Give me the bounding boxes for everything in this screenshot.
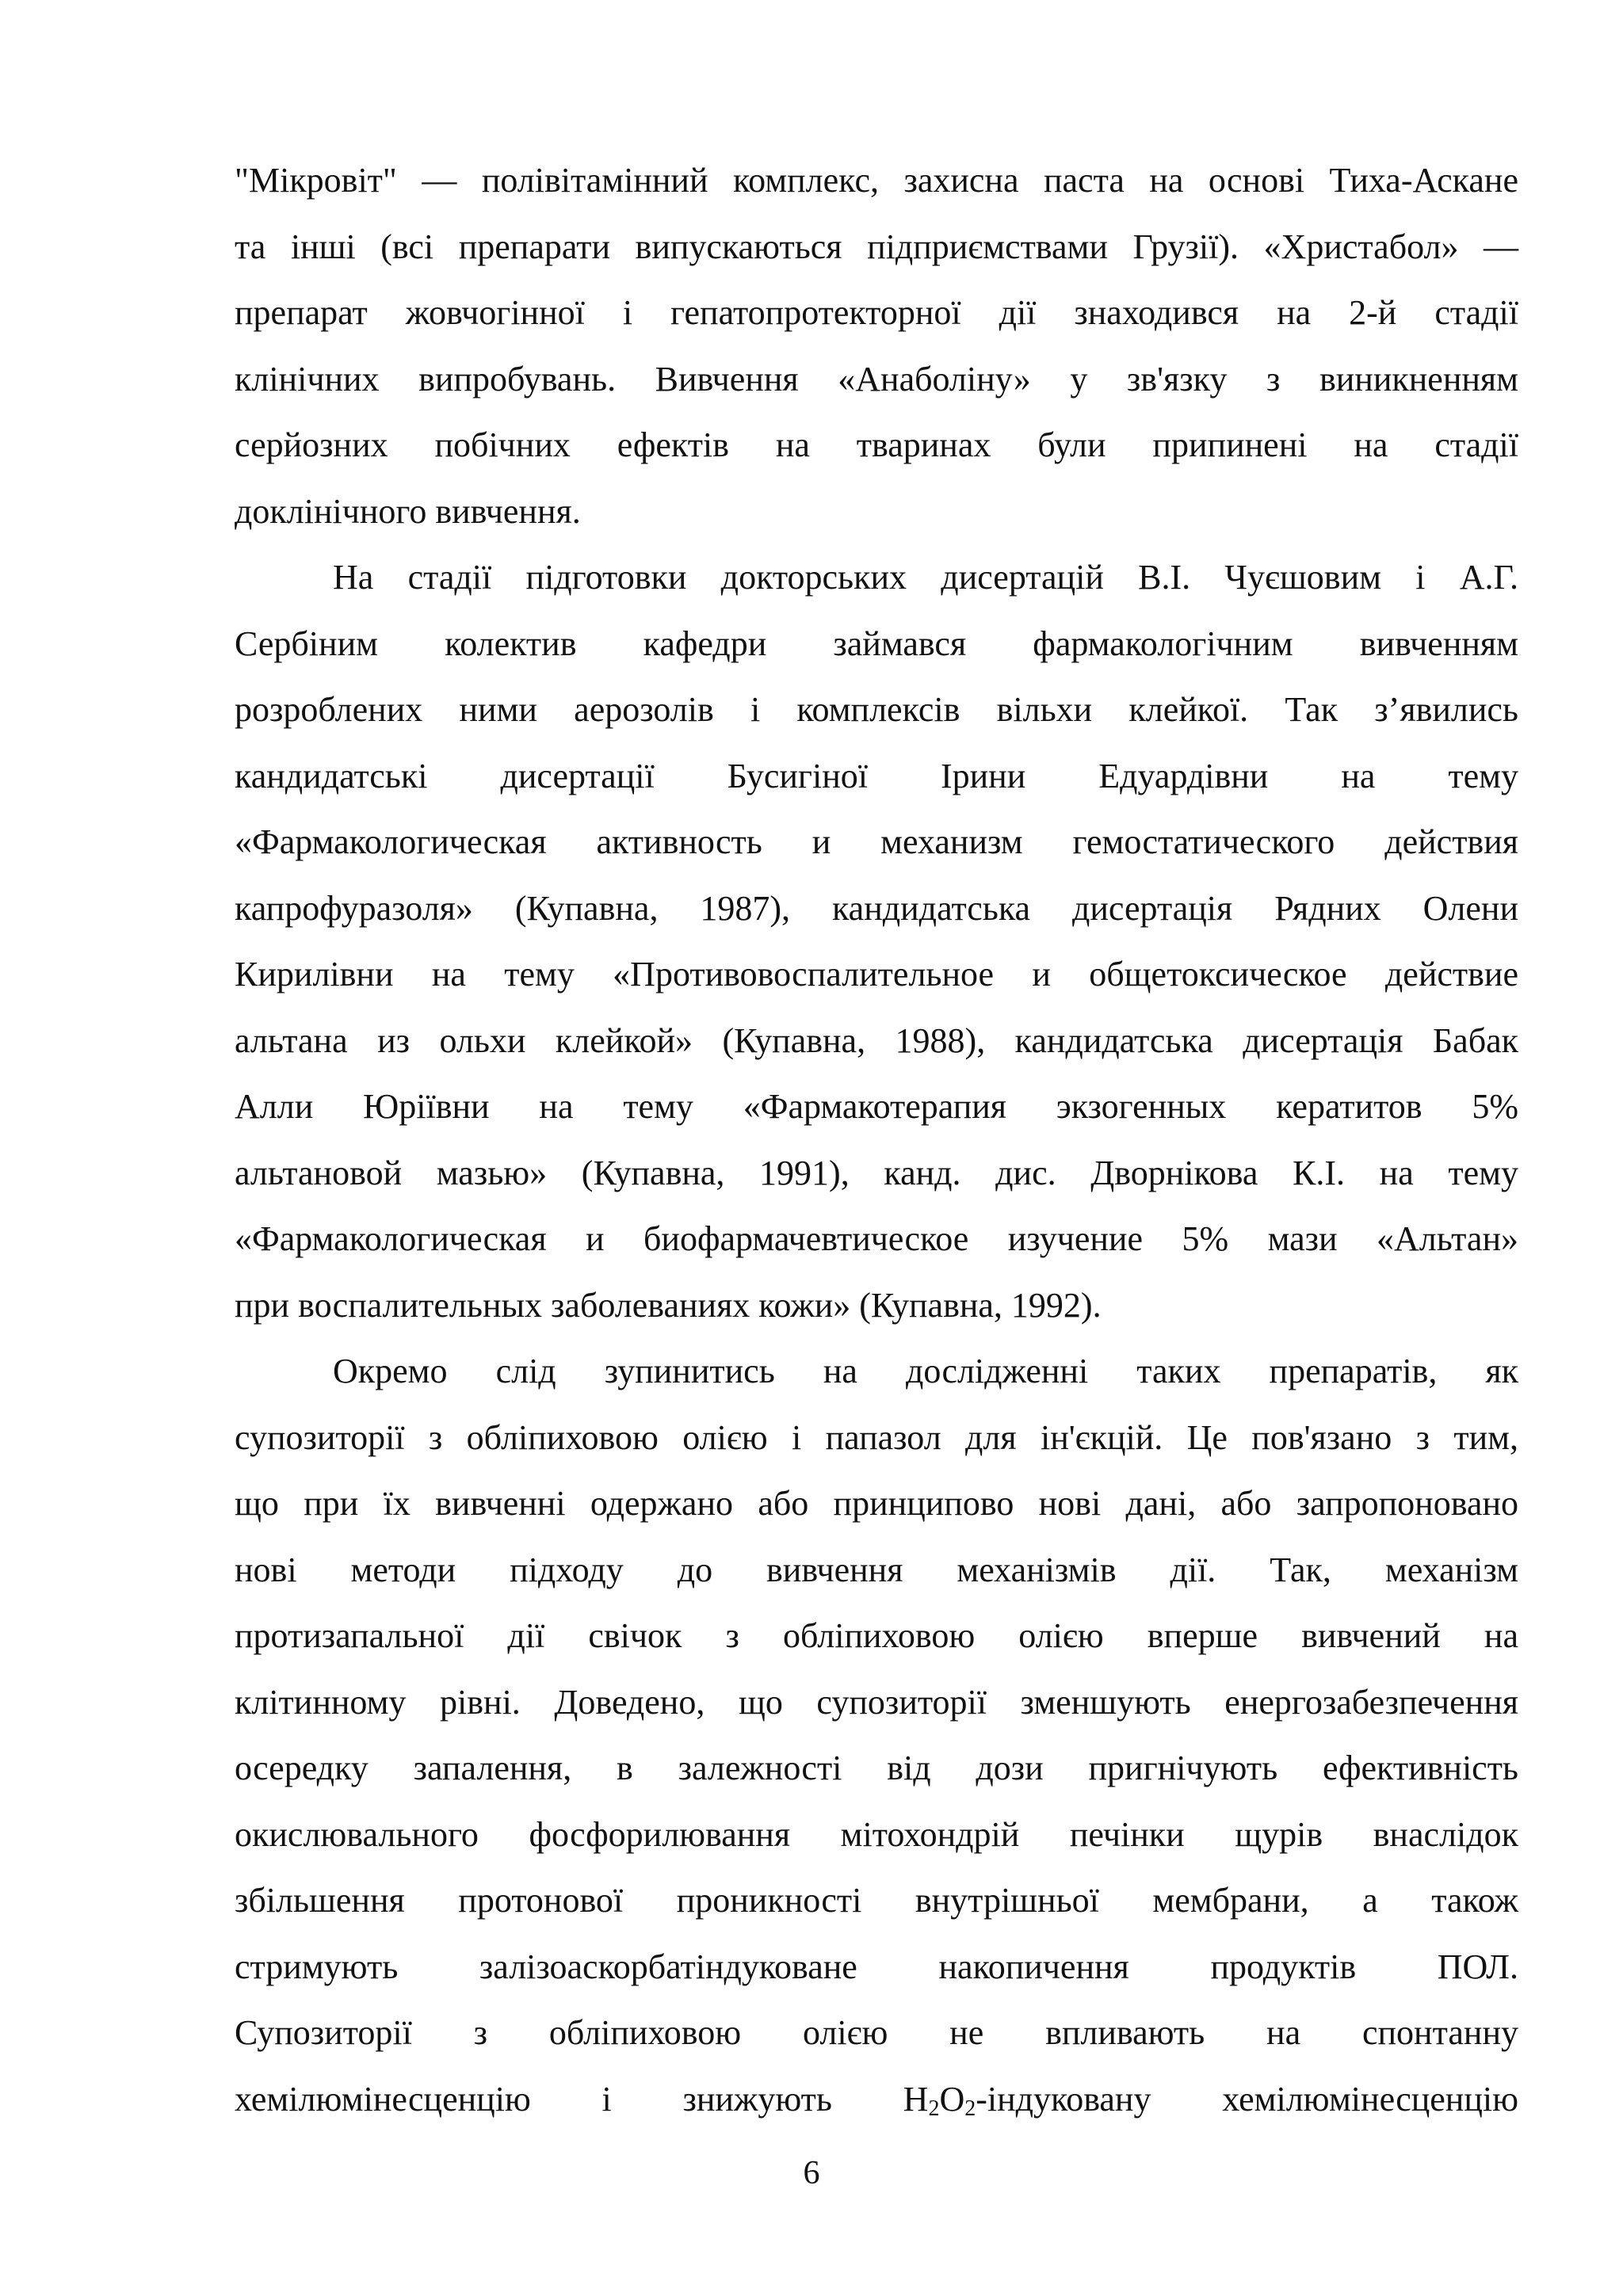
text-line: Кирилівни на тему «Противовоспалительное и общетоксическое действие	[235, 955, 1518, 994]
text-line: Супозиторії з обліпиховою олією не впливають на спонтанну	[235, 2013, 1518, 2052]
text-line: стримують залізоаскорбатіндуковане накопичення продуктів ПОЛ.	[235, 1947, 1518, 1986]
body-text	[235, 147, 1518, 2132]
text-line: альтановой мазью» (Купавна, 1991), канд. дис. Дворнікова К.І. на тему	[235, 1153, 1518, 1192]
text-line: "Мікровіт" — полівітамінний комплекс, захисна паста на основі Тиха-Аскане	[235, 161, 1518, 200]
text-line: клінічних випробувань. Вивчення «Анаболіну» у зв'язку з виникненням	[235, 359, 1518, 399]
text-line: Сербіним колектив кафедри займався фармакологічним вивченням	[235, 624, 1518, 663]
subscript: 2	[928, 2096, 940, 2121]
text-line: клітинному рівні. Доведено, що супозиторії зменшують енергозабезпечення	[235, 1682, 1518, 1722]
text-line: окислювального фосфорилювання мітохондрій печінки щурів внаслідок	[235, 1814, 1518, 1854]
text-line-formula	[235, 2066, 1518, 2133]
formula-text-mid: O	[939, 2079, 965, 2119]
text-line: «Фармакологическая активность и механизм гемостатического действия	[235, 822, 1518, 861]
text-line: що при їх вивченні одержано або принципово нові дані, або запропоновано	[235, 1484, 1518, 1523]
text-line: Алли Юріївни на тему «Фармакотерапия экзогенных кератитов 5%	[235, 1087, 1518, 1126]
text-line: при воспалительных заболеваниях кожи» (Купавна, 1992).	[235, 1285, 1102, 1325]
text-line: протизапальної дії свічок з обліпиховою олією вперше вивчений на	[235, 1616, 1518, 1655]
paragraph-1	[235, 147, 1518, 544]
text-line: На стадії підготовки докторських дисертацій В.І. Чуєшовим і А.Г.	[333, 558, 1518, 597]
text-line: Окремо слід зупинитись на дослідженні таких препаратів, як	[333, 1352, 1518, 1390]
text-line: осередку запалення, в залежності від дози пригнічують ефективність	[235, 1749, 1518, 1787]
text-line: збільшення протонової проникності внутрішньої мембрани, а також	[235, 1881, 1518, 1920]
text-line: капрофуразоля» (Купавна, 1987), кандидатська дисертація Рядних Олени	[235, 888, 1518, 928]
text-line: кандидатські дисертації Бусигіної Ірини Едуардівни на тему	[235, 756, 1518, 795]
page-number: 6	[803, 2155, 820, 2191]
text-line: нові методи підходу до вивчення механізмів дії. Так, механізм	[235, 1550, 1518, 1589]
subscript: 2	[964, 2096, 976, 2121]
text-line: препарат жовчогінної і гепатопротекторної дії знаходився на 2-й стадії	[235, 293, 1518, 332]
paragraph-2	[235, 544, 1518, 1338]
text-line: альтана из ольхи клейкой» (Купавна, 1988), кандидатська дисертація Бабак	[235, 1020, 1518, 1060]
formula-text-before: хемілюмінесценцію і знижують H	[235, 2079, 929, 2119]
paragraph-3	[235, 1338, 1518, 2132]
text-line: та інші (всі препарати випускаються підприємствами Грузії). «Христабол» —	[235, 227, 1518, 266]
text-line: «Фармакологическая и биофармачевтическое изучение 5% мази «Альтан»	[235, 1219, 1518, 1258]
text-line: супозиторії з обліпиховою олією і папазол для ін'єкцій. Це пов'язано з тим,	[235, 1417, 1518, 1457]
text-line: серйозних побічних ефектів на тваринах були припинені на стадії	[235, 425, 1518, 464]
text-line: розроблених ними аерозолів і комплексів вільхи клейкої. Так з’явились	[235, 690, 1518, 729]
formula-text-after: -індуковану хемілюмінесценцію	[976, 2079, 1518, 2119]
text-line: доклінічного вивчення.	[235, 491, 581, 531]
